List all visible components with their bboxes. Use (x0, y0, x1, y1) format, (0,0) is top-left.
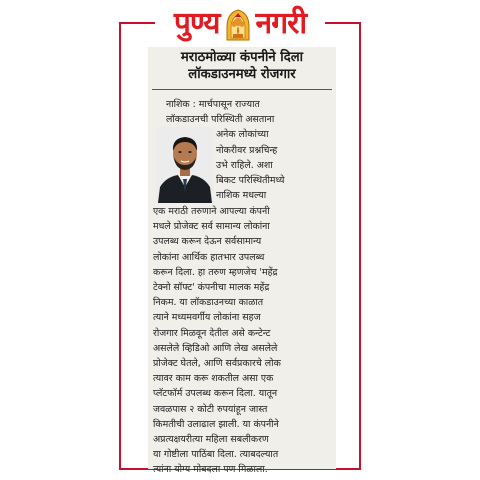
article-line: नाशिक : मार्चपासून राज्यात (166, 99, 260, 110)
headline-line-2: लॉकडाउनमध्ये रोजगार (188, 67, 296, 82)
article-intro-column (166, 97, 334, 203)
article-line: त्यावर काम करू शकतील असा एक (153, 373, 274, 385)
article-line: लोकांना आर्थिक हातभार उपलब्ध (153, 251, 265, 263)
article-line: बिकट परिस्थितीमध्ये (216, 175, 285, 187)
article-line: त्यांना योग्य मोबदला पण मिळाला. (153, 464, 268, 476)
headline-line-1: मराठमोळ्या कंपनीने दिला (180, 50, 304, 65)
article-line: निकम. या लॉकडाउनच्या काळात (153, 297, 264, 309)
article-line: अप्रत्यक्षयरीत्या महिला सबलीकरण (153, 434, 269, 446)
ganesha-emblem-icon (223, 7, 253, 41)
masthead-right-word: नगरी (255, 6, 307, 41)
article-line: उपलब्ध करून देऊन सर्वसामान्य (153, 236, 262, 248)
portrait-image (156, 127, 214, 203)
article-body-column (153, 204, 335, 478)
news-clipping (148, 47, 336, 476)
masthead (150, 4, 330, 44)
article-line: मधले प्रोजेक्ट सर्व सामान्य लोकांना (153, 221, 270, 233)
article-line: असलेले व्हिडिओ आणि लेख असलेले (153, 342, 278, 354)
author-photo (156, 127, 214, 203)
article-line: रोजगार मिळवून देतील असे कन्टेन्ट (153, 327, 271, 339)
article-line: या गोष्टीला पाठिंबा दिला. त्याबदल्यात (153, 449, 279, 461)
article-line: प्रोजेक्ट घेतले, आणि सर्वप्रकारचे लोक (153, 358, 281, 370)
masthead-left-word: पुण्य (173, 6, 220, 41)
frame-top-right-border (325, 22, 361, 24)
frame-left-border (119, 22, 121, 470)
headline-divider (152, 89, 332, 90)
article-line: किमतीची उलाढाल झाली. या कंपनीने (153, 418, 279, 430)
article-line: एक मराठी तरुणाने आपल्या कंपनी (153, 206, 270, 217)
article-line: नोकरीवर प्रश्नचिन्ह (216, 144, 278, 156)
article-headline (148, 49, 336, 83)
article-line: नाशिक मधल्या (216, 190, 267, 202)
article-line: करून दिला. हा तरुण म्हणजेच 'महेंद्र (153, 266, 278, 278)
article-line: अनेक लोकांच्या (216, 129, 269, 141)
article-line: प्लॅटफॉर्म उपलब्ध करून दिला. यातून (153, 388, 278, 400)
article-line: टेक्नो सॉफ्ट' कंपनीचा मालक महेंद्र (153, 282, 270, 294)
article-line: त्याने मध्यमवर्गीय लोकांना सहज (153, 312, 261, 324)
article-line: लॉकडाउनची परिस्थिती असताना (166, 114, 275, 126)
frame-right-border (359, 22, 361, 470)
article-line: जवळपास २ कोटी रुपयांहून जास्त (153, 403, 268, 415)
article-line: उभे राहिले. अशा (216, 159, 273, 171)
